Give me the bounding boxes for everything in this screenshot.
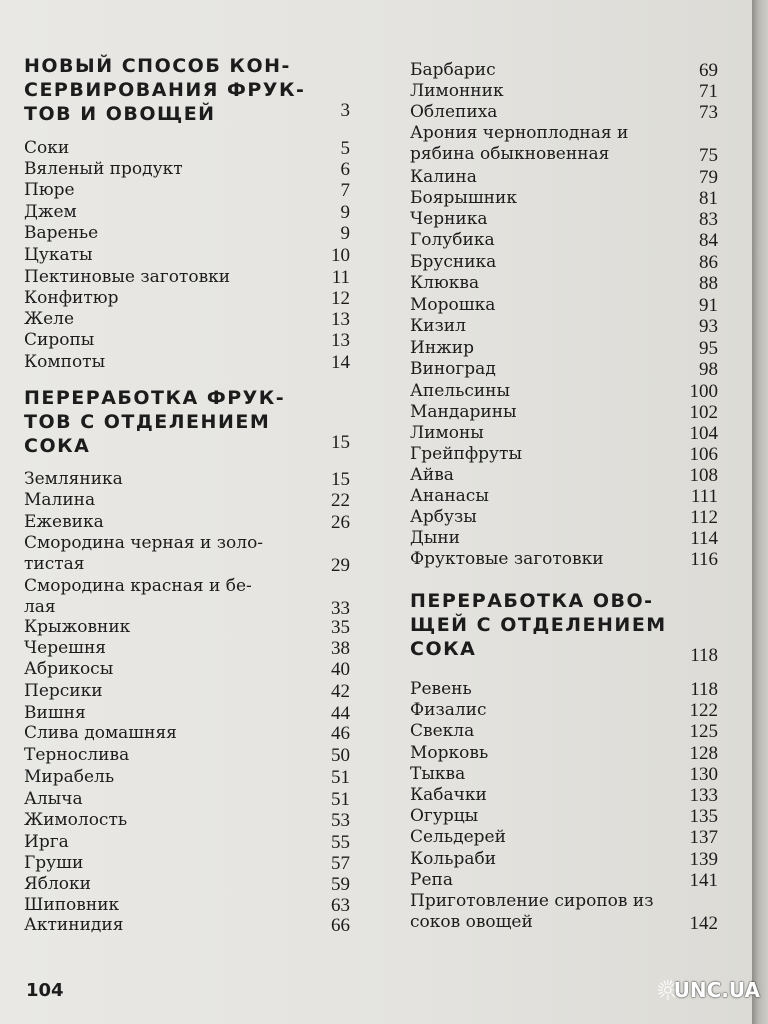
toc-entry-title: Смородина черная и золо- (24, 533, 264, 553)
toc-entry (410, 359, 718, 380)
toc-entry-title: Айва (410, 465, 454, 485)
toc-entry (410, 785, 718, 806)
toc-entry (410, 764, 718, 785)
toc-entry-title: Алыча (24, 789, 83, 809)
toc-entry-title: Джем (24, 202, 77, 222)
toc-entry-page: 81 (699, 188, 718, 209)
toc-entry (24, 180, 350, 201)
toc-entry (410, 209, 718, 230)
toc-entry (410, 295, 718, 316)
toc-entry-title: Мандарины (410, 402, 517, 422)
toc-entry-title: Грейпфруты (410, 444, 522, 464)
toc-entry-title: Виноград (410, 359, 496, 379)
toc-entry-title: Цукаты (24, 245, 93, 265)
toc-entry-page: 29 (331, 555, 350, 576)
toc-entry (24, 159, 350, 180)
toc-entry-page: 5 (340, 138, 350, 159)
toc-entry-page: 128 (689, 743, 718, 764)
toc-entry-title: Конфитюр (24, 288, 119, 308)
toc-entry-title: Жимолость (24, 810, 128, 830)
toc-entry (24, 617, 350, 638)
section-heading-line: СЕРВИРОВАНИЯ ФРУК- (24, 79, 306, 101)
toc-entry-title: Фруктовые заготовки (410, 549, 604, 569)
toc-entry (410, 338, 718, 359)
toc-entry (24, 638, 350, 659)
toc-entry-title: Лимонник (410, 81, 504, 101)
toc-entry-page: 42 (331, 681, 350, 702)
toc-entry-page: 53 (331, 810, 350, 831)
page-number: 104 (26, 980, 64, 1001)
toc-entry-page: 100 (689, 381, 718, 402)
toc-entry-page: 139 (689, 849, 718, 870)
toc-entry (410, 827, 718, 848)
toc-entry-page: 10 (331, 245, 350, 266)
toc-entry-title: Черника (410, 209, 488, 229)
toc-entry-page: 14 (331, 352, 350, 373)
toc-entry (24, 352, 350, 373)
toc-entry (410, 188, 718, 209)
toc-entry-page: 26 (331, 512, 350, 533)
toc-entry (24, 245, 350, 266)
toc-entry-page: 66 (331, 915, 350, 936)
toc-entry (410, 423, 718, 444)
toc-entry-page: 116 (690, 549, 718, 570)
toc-entry (24, 469, 350, 490)
toc-entry (24, 309, 350, 330)
toc-entry-title: Груши (24, 853, 84, 873)
toc-entry-page: 73 (699, 102, 718, 123)
toc-entry-page: 35 (331, 617, 350, 638)
toc-entry-title: Арбузы (410, 507, 477, 527)
toc-entry-page: 13 (331, 330, 350, 351)
toc-entry-title: Голубика (410, 230, 495, 250)
toc-entry-page: 6 (340, 159, 350, 180)
toc-entry-title: Барбарис (410, 60, 496, 80)
toc-entry-title: Пюре (24, 180, 75, 200)
toc-entry (410, 465, 718, 486)
section-heading-line: ПЕРЕРАБОТКА ФРУК- (24, 387, 286, 409)
toc-entry-page: 93 (699, 316, 718, 337)
toc-entry (410, 230, 718, 251)
toc-entry (24, 832, 350, 853)
section-heading-line: СОКА (410, 638, 477, 660)
toc-entry-page: 106 (689, 444, 718, 465)
toc-entry (410, 381, 718, 402)
toc-entry (410, 849, 718, 870)
toc-entry-title: Ревень (410, 679, 472, 699)
toc-entry (24, 703, 350, 724)
toc-entry-title: Облепиха (410, 102, 498, 122)
toc-entry-title: Ирга (24, 832, 69, 852)
watermark (656, 966, 760, 1014)
toc-entry-title: Калина (410, 167, 477, 187)
toc-entry-page: 125 (689, 721, 718, 742)
toc-entry-page: 122 (689, 700, 718, 721)
toc-entry-title: Крыжовник (24, 617, 131, 637)
section-heading-line: ПЕРЕРАБОТКА ОВО- (410, 590, 654, 612)
toc-entry-title: лая (24, 597, 56, 617)
toc-entry-title: Земляника (24, 469, 123, 489)
toc-entry (24, 267, 350, 288)
toc-entry-page: 15 (331, 469, 350, 490)
toc-entry-title: Кабачки (410, 785, 487, 805)
toc-entry-page: 57 (331, 853, 350, 874)
toc-entry (24, 745, 350, 766)
toc-entry-page: 71 (699, 81, 718, 102)
page-edge (752, 0, 768, 1024)
toc-entry-page: 12 (331, 288, 350, 309)
toc-entry-page: 9 (340, 223, 350, 244)
toc-entry-title: Кольраби (410, 849, 497, 869)
toc-entry (24, 138, 350, 159)
toc-entry (24, 874, 350, 895)
toc-entry-title: Тыква (410, 764, 466, 784)
toc-entry (24, 915, 350, 936)
toc-entry-title: Свекла (410, 721, 475, 741)
toc-entry-title: Кизил (410, 316, 466, 336)
toc-entry-page: 141 (689, 870, 718, 891)
toc-entry-page: 7 (340, 180, 350, 201)
toc-entry-title: Апельсины (410, 381, 511, 401)
toc-entry-title: Арония черноплодная и (410, 123, 629, 143)
toc-entry-title: Репа (410, 870, 453, 890)
toc-entry-title: Боярышник (410, 188, 517, 208)
toc-entry-title: Ежевика (24, 512, 104, 532)
section-heading-line: ТОВ С ОТДЕЛЕНИЕМ (24, 411, 271, 433)
toc-entry (410, 486, 718, 507)
toc-entry (410, 316, 718, 337)
toc-entry-title: Физалис (410, 700, 487, 720)
toc-entry-page: 142 (689, 913, 718, 934)
toc-entry (24, 288, 350, 309)
toc-entry-title: Тернослива (24, 745, 130, 765)
toc-entry-page: 91 (699, 295, 718, 316)
toc-entry (24, 767, 350, 788)
toc-entry (410, 528, 718, 549)
toc-entry-page: 114 (690, 528, 718, 549)
toc-entry-title: рябина обыкновенная (410, 144, 610, 164)
toc-entry (410, 721, 718, 742)
toc-entry-page: 69 (699, 60, 718, 81)
toc-entry-title: соков овощей (410, 912, 533, 932)
toc-entry-title: Вяленый продукт (24, 159, 183, 179)
toc-entry-title: Актинидия (24, 915, 124, 935)
toc-entry-title: Дыни (410, 528, 461, 548)
toc-entry-page: 133 (689, 785, 718, 806)
toc-entry-page: 98 (699, 359, 718, 380)
toc-entry (410, 549, 718, 570)
section-heading-page: 3 (340, 100, 350, 121)
toc-entry (410, 60, 718, 81)
toc-entry-title: Брусника (410, 252, 497, 272)
toc-entry-page: 83 (699, 209, 718, 230)
toc-entry (24, 681, 350, 702)
toc-entry (410, 167, 718, 188)
toc-entry-page: 118 (690, 679, 718, 700)
section-heading-line: СОКА (24, 435, 91, 457)
section-heading-page: 15 (331, 432, 350, 453)
toc-entry-title: Инжир (410, 338, 475, 358)
toc-entry-page: 46 (331, 723, 350, 744)
toc-entry (24, 723, 350, 744)
section-heading (24, 54, 350, 126)
toc-entry (410, 700, 718, 721)
toc-entry (410, 870, 718, 891)
toc-entry-page: 112 (690, 507, 718, 528)
toc-entry-page: 59 (331, 874, 350, 895)
toc-entry-page: 11 (331, 267, 350, 288)
toc-entry (410, 444, 718, 465)
toc-entry-title: Шиповник (24, 895, 120, 915)
toc-entry-title: Малина (24, 490, 96, 510)
toc-entry-page: 51 (331, 767, 350, 788)
toc-entry-title: Компоты (24, 352, 106, 372)
toc-entry (24, 533, 350, 575)
toc-entry-title: Смородина красная и бе- (24, 576, 252, 596)
toc-entry (24, 512, 350, 533)
toc-entry-title: Черешня (24, 638, 107, 658)
toc-entry-title: Желе (24, 309, 75, 329)
toc-entry-title: Морошка (410, 295, 496, 315)
toc-entry-page: 33 (331, 598, 350, 619)
toc-entry-title: Вишня (24, 703, 86, 723)
toc-entry (24, 330, 350, 351)
toc-entry-page: 86 (699, 252, 718, 273)
toc-entry (24, 789, 350, 810)
toc-entry (410, 806, 718, 827)
toc-entry-page: 22 (331, 490, 350, 511)
toc-entry (410, 102, 718, 123)
toc-entry (24, 490, 350, 511)
toc-entry-page: 102 (689, 402, 718, 423)
toc-entry-title: Морковь (410, 743, 489, 763)
toc-entry-page: 38 (331, 638, 350, 659)
toc-entry-page: 111 (690, 486, 718, 507)
section-heading-line: ЩЕЙ С ОТДЕЛЕНИЕМ (410, 614, 667, 636)
toc-entry (24, 810, 350, 831)
toc-entry-page: 55 (331, 832, 350, 853)
toc-entry-page: 135 (689, 806, 718, 827)
section-heading (24, 386, 350, 458)
toc-entry (24, 202, 350, 223)
section-heading (410, 589, 718, 661)
toc-entry (410, 81, 718, 102)
section-heading-line: ТОВ И ОВОЩЕЙ (24, 103, 216, 125)
toc-entry-title: Персики (24, 681, 103, 701)
toc-entry-title: Варенье (24, 223, 99, 243)
toc-entry (410, 507, 718, 528)
toc-entry-page: 50 (331, 745, 350, 766)
toc-entry-page: 79 (699, 167, 718, 188)
toc-entry-title: Огурцы (410, 806, 479, 826)
toc-entry-title: Пектиновые заготовки (24, 267, 231, 287)
toc-entry-page: 63 (331, 895, 350, 916)
toc-entry-page: 137 (689, 827, 718, 848)
toc-entry (24, 576, 350, 618)
toc-entry (410, 273, 718, 294)
toc-entry-page: 9 (340, 202, 350, 223)
toc-entry (410, 402, 718, 423)
toc-entry-title: Мирабель (24, 767, 115, 787)
section-heading-page: 118 (690, 645, 718, 666)
toc-entry-title: Ананасы (410, 486, 489, 506)
toc-entry-title: Приготовление сиропов из (410, 891, 654, 911)
toc-entry (410, 891, 718, 933)
toc-entry-page: 51 (331, 789, 350, 810)
toc-entry-title: Абрикосы (24, 659, 114, 679)
toc-entry-page: 108 (689, 465, 718, 486)
toc-entry-title: Лимоны (410, 423, 484, 443)
toc-entry (24, 853, 350, 874)
toc-entry-page: 75 (699, 145, 718, 166)
toc-entry-page: 104 (689, 423, 718, 444)
toc-entry (410, 743, 718, 764)
toc-entry (410, 252, 718, 273)
toc-entry-title: Сиропы (24, 330, 95, 350)
toc-entry (410, 123, 718, 165)
toc-entry-page: 88 (699, 273, 718, 294)
toc-entry (410, 679, 718, 700)
toc-entry (24, 659, 350, 680)
toc-entry-title: Соки (24, 138, 70, 158)
toc-entry (24, 895, 350, 916)
toc-entry-page: 40 (331, 659, 350, 680)
toc-entry-title: Клюква (410, 273, 480, 293)
watermark-text: UNC.UA (673, 978, 760, 1002)
toc-entry-title: Сельдерей (410, 827, 506, 847)
toc-entry-title: Яблоки (24, 874, 91, 894)
section-heading-line: НОВЫЙ СПОСОБ КОН- (24, 55, 291, 77)
toc-entry-title: Слива домашняя (24, 723, 177, 743)
toc-entry-page: 84 (699, 230, 718, 251)
toc-entry-page: 44 (331, 703, 350, 724)
toc-entry-page: 130 (689, 764, 718, 785)
toc-entry-title: тистая (24, 554, 85, 574)
toc-entry-page: 13 (331, 309, 350, 330)
toc-entry (24, 223, 350, 244)
toc-entry-page: 95 (699, 338, 718, 359)
